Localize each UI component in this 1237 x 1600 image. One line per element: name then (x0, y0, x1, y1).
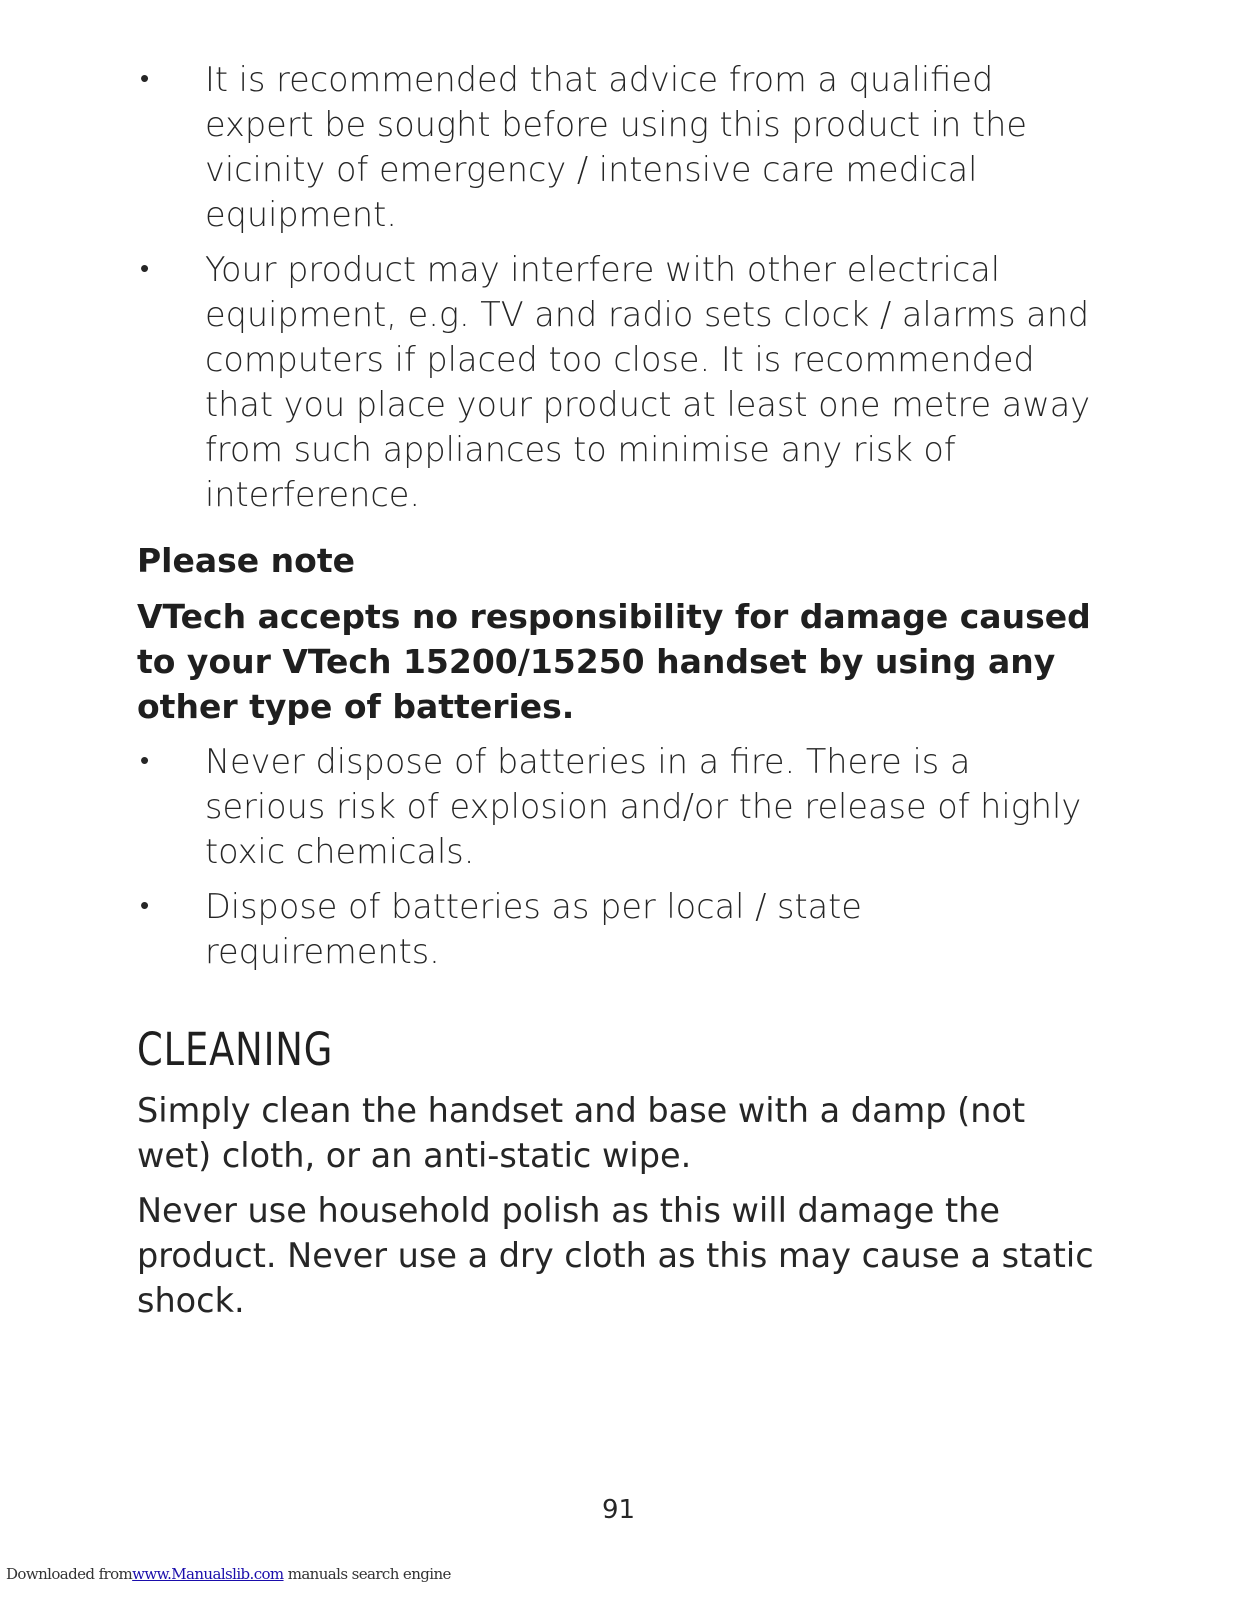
bullet-text: It is recommended that advice from a qualified expert be sought before using this product in the vicinity of emergency / intensive care medical equipment. (205, 60, 1027, 234)
bullet-text: Dispose of batteries as per local / state requirements. (205, 887, 862, 971)
bullet-icon: • (140, 64, 150, 94)
cleaning-paragraph: Simply clean the handset and base with a damp (not wet) cloth, or an anti-static wipe. (137, 1091, 1026, 1175)
list-item (137, 739, 1097, 874)
footer-suffix: manuals search engine (283, 1565, 451, 1583)
bullet-text: Your product may interfere with other electrical equipment, e.g. TV and radio sets clock / alarms and computers if placed too close. It is recommended that you place your product at least one metre away from such appliances to minimise any risk of interference. (205, 250, 1091, 514)
battery-bullet-list (137, 739, 1097, 984)
page-number: 91 (601, 1495, 636, 1525)
bullet-icon: • (140, 891, 150, 921)
list-item (137, 884, 1097, 974)
bullet-icon: • (140, 254, 150, 284)
bullet-text: Never dispose of batteries in a fire. There is a serious risk of explosion and/or the release of highly toxic chemicals. (205, 742, 1082, 871)
download-footer (6, 1564, 451, 1584)
note-title: Please note (137, 541, 355, 580)
cleaning-paragraph: Never use household polish as this will damage the product. Never use a dry cloth as this may cause a static shock. (137, 1191, 1094, 1320)
cleaning-heading: CLEANING (137, 1023, 334, 1076)
list-item (137, 57, 1097, 237)
footer-prefix: Downloaded from (6, 1565, 133, 1583)
list-item (137, 247, 1097, 517)
manualslib-link[interactable]: www.Manualslib.com (132, 1565, 284, 1583)
safety-bullet-list-1 (137, 57, 1097, 527)
bullet-icon: • (140, 746, 150, 776)
note-text: VTech accepts no responsibility for damage caused to your VTech 15200/15250 handset by using any other type of batteries. (137, 597, 1091, 726)
